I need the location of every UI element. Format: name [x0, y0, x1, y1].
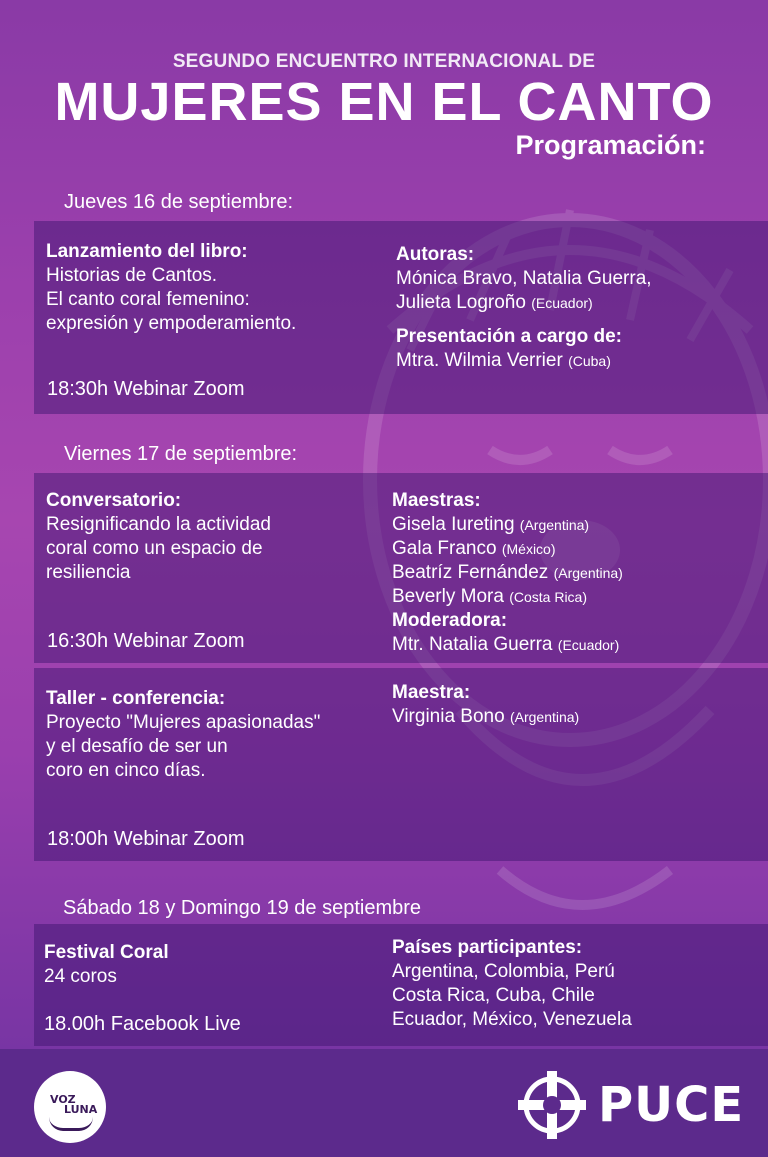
event-desc-line: coro en cinco días.	[46, 760, 206, 781]
event-title-2: Conversatorio:	[46, 490, 182, 511]
person-line: Mónica Bravo, Natalia Guerra,	[396, 268, 652, 289]
right-heading: Países participantes:	[392, 937, 583, 958]
right-heading: Moderadora:	[392, 610, 508, 631]
puce-logo-text: PUCE	[598, 1077, 745, 1133]
country-label: (Cuba)	[568, 353, 611, 369]
right-heading: Autoras:	[396, 244, 475, 265]
event-title-1: Lanzamiento del libro:	[46, 241, 248, 262]
event-desc-line: resiliencia	[46, 562, 131, 583]
day-label-3: Sábado 18 y Domingo 19 de septiembre	[63, 897, 422, 919]
person-line: Beatríz Fernández (Argentina)	[392, 562, 623, 583]
country-list-line: Costa Rica, Cuba, Chile	[392, 985, 595, 1006]
right-heading: Maestras:	[392, 490, 481, 511]
event-desc-line: y el desafío de ser un	[46, 736, 228, 757]
day-label-1: Jueves 16 de septiembre:	[64, 191, 294, 213]
country-label: (Argentina)	[509, 709, 580, 725]
person-line: Mtr. Natalia Guerra (Ecuador)	[392, 634, 620, 655]
person-line: Gala Franco (México)	[392, 538, 556, 559]
day-label-2: Viernes 17 de septiembre:	[64, 443, 298, 465]
event-time-3: 18:00h Webinar Zoom	[47, 828, 245, 850]
person-line: Virginia Bono (Argentina)	[392, 706, 580, 727]
country-list-line: Ecuador, México, Venezuela	[392, 1009, 632, 1030]
event-card-4	[34, 924, 768, 1046]
programacion-heading: Programación:	[515, 130, 706, 160]
event-desc-line: Resignificando la actividad	[46, 514, 271, 535]
person-line: Beverly Mora (Costa Rica)	[392, 586, 587, 607]
event-time-4: 18.00h Facebook Live	[44, 1013, 241, 1035]
right-heading: Presentación a cargo de:	[396, 326, 622, 347]
event-card-1	[34, 221, 768, 414]
person-line: Gisela Iureting (Argentina)	[392, 514, 590, 535]
country-label: (Ecuador)	[557, 637, 620, 653]
event-subtitle: SEGUNDO ENCUENTRO INTERNACIONAL DE	[172, 51, 596, 72]
event-desc-line: Proyecto "Mujeres apasionadas"	[46, 712, 321, 733]
country-label: (Argentina)	[519, 517, 590, 533]
person-line: Mtra. Wilmia Verrier (Cuba)	[396, 350, 611, 371]
country-label: (Argentina)	[553, 565, 623, 581]
event-desc-line: 24 coros	[44, 966, 117, 987]
event-time-2: 16:30h Webinar Zoom	[47, 630, 245, 652]
event-title-3: Taller - conferencia:	[46, 688, 226, 709]
event-desc-line: Historias de Cantos.	[46, 265, 218, 286]
footer-bar	[0, 1049, 768, 1157]
event-title: MUJERES EN EL CANTO	[54, 72, 714, 132]
puce-emblem-icon	[516, 1069, 588, 1141]
person-line: Julieta Logroño (Ecuador)	[396, 292, 593, 313]
event-card-3	[34, 668, 768, 861]
event-desc-line: coral como un espacio de	[46, 538, 263, 559]
voz-luna-logo: VOZ LUNA	[34, 1071, 106, 1143]
country-label: (Ecuador)	[531, 295, 593, 311]
event-title-4: Festival Coral	[44, 942, 169, 963]
country-label: (México)	[501, 541, 556, 557]
country-label: (Costa Rica)	[509, 589, 587, 605]
right-heading: Maestra:	[392, 682, 471, 703]
event-time-1: 18:30h Webinar Zoom	[47, 378, 245, 400]
event-desc-line: expresión y empoderamiento.	[46, 313, 297, 334]
event-card-2	[34, 473, 768, 663]
event-desc-line: El canto coral femenino:	[46, 289, 250, 310]
country-list-line: Argentina, Colombia, Perú	[392, 961, 615, 982]
